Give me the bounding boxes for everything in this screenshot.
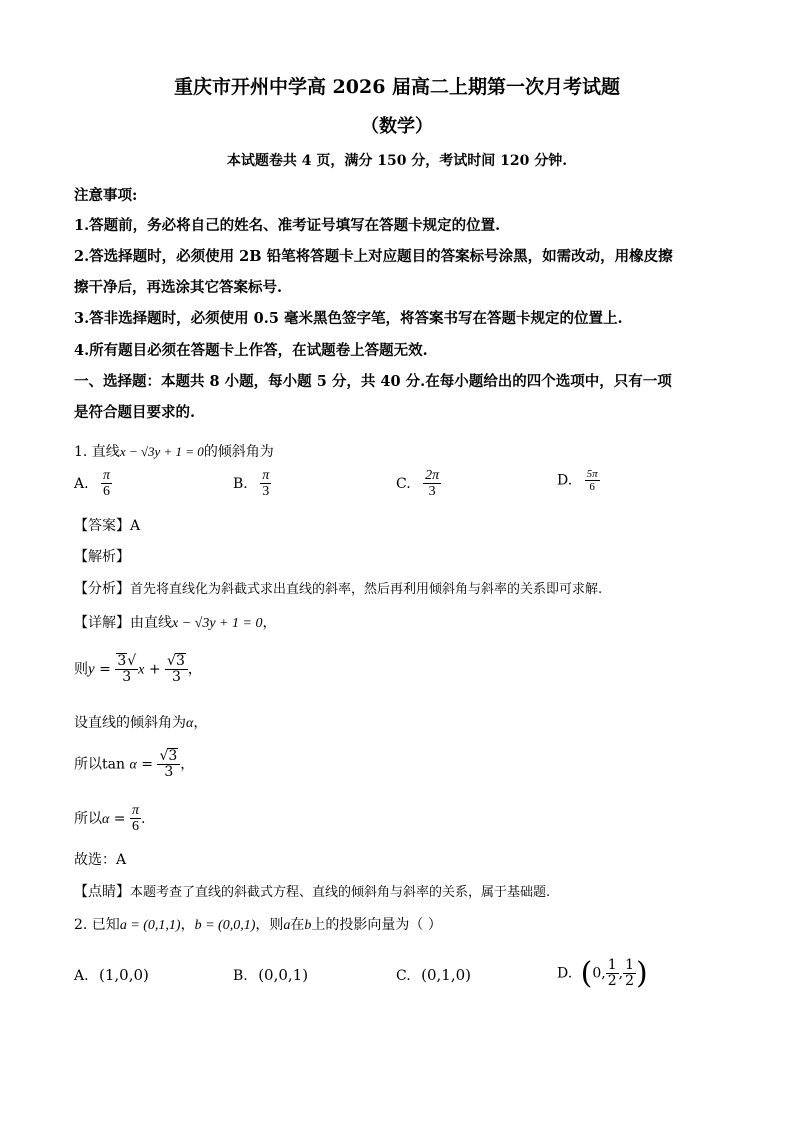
fraction: $\frac{\pi}{6}$: [103, 468, 111, 500]
q1-slope-form: 则y = $\frac{3√}{3}$ x + $\frac{√3}{3}$ ，: [74, 653, 202, 686]
q1-alpha-value: 所以α = $\frac{\pi}{6}$ .: [74, 803, 146, 835]
option-value: (1,0,0): [99, 966, 149, 984]
q1-set-alpha: [74, 712, 207, 732]
option-label: B.: [233, 475, 248, 492]
fraction: $\frac{2\pi}{3}$: [425, 468, 440, 500]
punct: .: [141, 810, 146, 827]
vector-a: a = (0,1,1): [119, 918, 181, 933]
punct: ，: [262, 615, 277, 631]
q2-suffix: 上的投影向量为（ ）: [311, 917, 442, 933]
alpha-symbol: α: [186, 716, 194, 731]
option-label: D.: [557, 965, 573, 982]
notice-heading: 注意事项:: [74, 187, 138, 204]
option-label: C.: [396, 475, 411, 492]
section1-heading-cont: 是符合题目要求的.: [74, 404, 196, 421]
fenxi-text: 首先将直线化为斜截式求出直线的斜率，然后再利用倾斜角与斜率的关系即可求解.: [130, 582, 603, 597]
q1-analysis-tag: 【解析】: [74, 549, 130, 565]
xiangjie-text: 由直线: [130, 615, 172, 631]
q2-prefix: 2. 已知: [74, 917, 120, 933]
q1-stem: [74, 441, 274, 461]
fraction-sqrt3-over-3: $\frac{3√}{3}$: [117, 653, 137, 686]
fraction-half: $\frac{1}{2}$: [625, 956, 635, 989]
option-label: B.: [233, 968, 248, 984]
punct: ，: [193, 715, 208, 731]
fraction-pi-over-6: $\frac{\pi}{6}$: [132, 803, 140, 835]
fraction: $\frac{\pi}{3}$: [262, 468, 270, 500]
q2-option-c: [396, 966, 471, 984]
option-value: (0,0,1): [258, 966, 309, 984]
q2-stem: [74, 914, 442, 934]
q2-in: 在: [290, 917, 305, 933]
exam-intro: 本试题卷共 4 页，满分 150 分，考试时间 120 分钟.: [226, 153, 568, 169]
fraction-sqrt3-over-3: $\frac{√3}{3}$: [165, 653, 188, 686]
q1-equation: x − √3y + 1 = 0: [119, 444, 204, 459]
alpha-symbol: α: [102, 811, 110, 827]
ze-text: 则: [74, 661, 88, 678]
notice-item-2: 2.答选择题时，必须使用 2B 铅笔将答题卡上对应题目的答案标号涂黑，如需改动，用橡皮擦: [74, 248, 673, 265]
answer-tag: 【答案】: [74, 518, 130, 534]
q1-option-d: [557, 468, 600, 493]
suoyi-text: 所以: [74, 756, 102, 773]
vector-b: b = (0,0,1): [194, 918, 256, 933]
punct: ，: [187, 661, 202, 678]
q1-prefix: 1. 直线: [74, 444, 120, 460]
notice-item-3: 3.答非选择题时，必须使用 0.5 毫米黑色签字笔，将答案书写在答题卡规定的位置上.: [74, 310, 623, 327]
option-value: 0,: [592, 965, 606, 982]
q1-option-a: [74, 468, 112, 500]
q2-option-b: [233, 966, 308, 984]
suoyi-text: 所以: [74, 810, 102, 827]
tan-text: tan: [102, 756, 125, 773]
option-label: C.: [396, 968, 411, 984]
exam-subject: （数学）: [361, 116, 433, 137]
q1-answer: [74, 515, 140, 535]
option-label: A.: [74, 968, 89, 984]
q1-tan-alpha: 所以tan α = $\frac{√3}{3}$ ，: [74, 748, 195, 781]
exam-title: 重庆市开州中学高 2026 届高二上期第一次月考试题: [173, 76, 621, 98]
q1-choice: 故选：A: [74, 852, 127, 868]
section1-heading: 一、选择题：本题共 8 小题，每小题 5 分，共 40 分.在每小题给出的四个选项中，只有一项: [74, 373, 672, 390]
fraction-half: $\frac{1}{2}$: [607, 956, 617, 989]
q1-option-b: [233, 468, 271, 500]
q1-xiangjie: [74, 612, 276, 632]
xiangjie-tag: 【详解】: [74, 615, 130, 631]
fraction-sqrt3-over-3: $\frac{√3}{3}$: [157, 748, 180, 781]
punct: ，: [180, 917, 195, 933]
q1-dianjing: [74, 881, 550, 901]
xiangjie-equation: x − √3y + 1 = 0: [172, 616, 263, 631]
fenxi-tag: 【分析】: [74, 581, 130, 597]
punct: ，: [180, 756, 195, 773]
notice-item-2-cont: 擦干净后，再选涂其它答案标号.: [74, 279, 283, 296]
q2-middle: ，则: [255, 917, 284, 933]
notice-item-1: 1.答题前，务必将自己的姓名、准考证号填写在答题卡规定的位置.: [74, 217, 501, 234]
notice-item-4: 4.所有题目必须在答题卡上作答，在试题卷上答题无效.: [74, 342, 428, 359]
answer-value: A: [130, 518, 141, 534]
q1-suffix: 的倾斜角为: [203, 444, 274, 460]
q1-option-c: [396, 468, 441, 500]
option-label: A.: [74, 475, 89, 492]
option-label: D.: [557, 472, 573, 489]
dianjing-text: 本题考查了直线的斜截式方程、直线的倾斜角与斜率的关系，属于基础题.: [130, 885, 551, 900]
vector-a-symbol: a: [283, 918, 291, 933]
dianjing-tag: 【点睛】: [74, 884, 130, 900]
set-alpha-text: 设直线的倾斜角为: [74, 715, 186, 731]
vector-b-symbol: b: [304, 918, 312, 933]
alpha-symbol: α: [129, 757, 137, 773]
q1-fenxi: [74, 578, 602, 598]
fraction: $\frac{5\pi}{6}$: [586, 468, 598, 494]
q2-option-a: [74, 966, 149, 984]
option-value: (0,1,0): [421, 966, 471, 984]
q2-option-d: D. (0, $\frac{1}{2}$ , $\frac{1}{2}$ ): [557, 956, 648, 991]
